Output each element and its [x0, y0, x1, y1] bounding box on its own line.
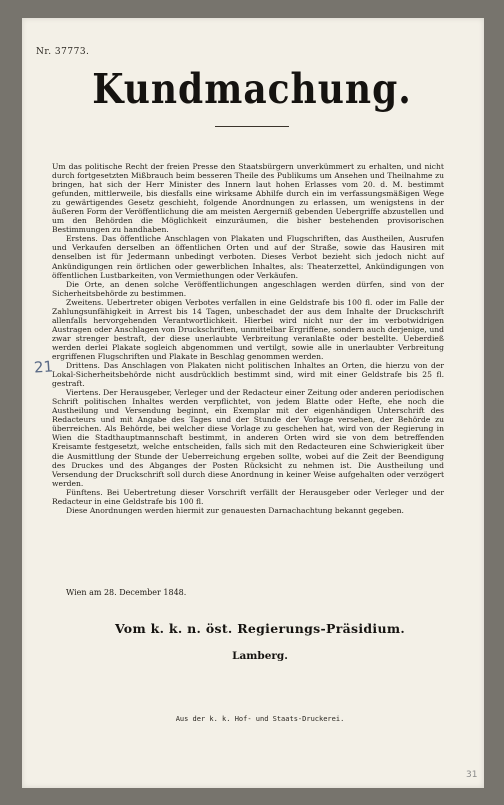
document-title: Kundmachung.: [92, 64, 412, 114]
handwritten-margin-number: 21: [33, 357, 54, 377]
paragraph-fifth: Fünftens. Bei Uebertretung dieser Vorschrift verfällt der Herausgeber oder Verleger und der Redacteur in eine Geldstrafe bis 100 fl.: [52, 487, 444, 506]
paragraph-second: Zweitens. Uebertreter obigen Verbotes verfallen in eine Geldstrafe bis 100 fl. oder im Falle der Zahlungsunfähigkeit in Arrest bis 14 Tagen, unbeschadet der aus dem Inhalte der Druckschrift allenfalls hervorgehenden Verantwortlichkeit. Hierbei wird nicht nur der im verbotwidrigen Austragen oder Anschlagen von Druckschriften, unmittelbar Ergriffene, sondern auch derjenige, und zwar strenger bestraft, der diese unerlaubte Verbreitung veranlaßte oder bestellte. Ueberdieß werden derlei Plakate sogleich abgenommen und vertilgt, sowie alle in unerlaubter Verbreitung ergriffenen Flugschriften und Plakate in Beschlag genommen werden.: [52, 297, 444, 361]
paragraph-third: Drittens. Das Anschlagen von Plakaten nicht politischen Inhaltes an Orten, die hierzu von der Lokal-Sicherheitsbehörde nicht ausdrücklich bestimmt sind, wird mit einer Geldstrafe bis 25 fl. gestraft.: [52, 361, 444, 389]
document-body: [52, 162, 444, 515]
handwritten-corner-number: 31: [466, 770, 478, 780]
paragraph-places: Die Orte, an denen solche Veröffentlichungen angeschlagen werden dürfen, sind von der Sicherheitsbehörde zu bestimmen.: [52, 279, 444, 298]
paragraph-closing: Diese Anordnungen werden hiermit zur genauesten Darnachachtung bekannt gegeben.: [66, 505, 404, 515]
paragraph-fourth: Viertens. Der Herausgeber, Verleger und der Redacteur einer Zeitung oder anderen periodischen Schrift politischen Inhaltes werden verpflichtet, von jedem Blatte oder Hefte, ehe noch die Austheilung und Versendung beginnt, ein Exemplar mit der eigenhändigen Unterschrift des Redacteurs und mit Angabe des Tages und der Stunde der Vorlage versehen, der Behörde zu überreichen. Als Behörde, bei welcher diese Vorlage zu geschehen hat, wird von der Regierung in Wien die Stadthauptmannschaft bestimmt, in anderen Orten wird sie von dem betreffenden Kreisamte festgesetzt, welche entscheiden, falls sich mit den Redacteuren eine Schwierigkeit über die Ausmittlung der Stunde der Ueberreichung ergeben sollte, wobei auf die Zeit der Beendigung des Druckes und des Abganges der Posten Rücksicht zu nehmen ist. Die Austheilung und Versendung der Druckschrift soll durch diese Anordnung in keiner Weise aufgehalten oder verzögert werden.: [52, 388, 444, 488]
printer-imprint: Aus der k. k. Hof- und Staats-Druckerei.: [175, 715, 345, 723]
issuing-authority: Vom k. k. n. öst. Regierungs-Präsidium.: [114, 621, 406, 636]
place-date: Wien am 28. December 1848.: [66, 588, 187, 597]
signer-name: Lamberg.: [232, 650, 288, 662]
paragraph-preamble: Um das politische Recht der freien Presse den Staatsbürgern unverkümmert zu erhalten, und nicht durch fortgesetzten Mißbrauch beim besseren Theile des Publikums um Ansehen und Theilnahme zu bringen, hat sich der Herr Minister des Innern laut hohen Erlasses vom 20. d. M. bestimmt gefunden, mittlerweile, bis diesfalls eine wirksame Abhilfe durch ein im verfassungsmäßigen Wege zu gewärtigendes Gesetz geschieht, folgende Anordnungen zu erlassen, um wenigstens in der äußeren Form der Veröffentlichung die am meisten Aergerniß gebenden Uebergriffe abzustellen und um den Behörden die Möglichkeit einzuräumen, die bisher bestehenden provisorischen Bestimmungen zu handhaben.: [52, 162, 444, 235]
title-rule: [215, 126, 289, 127]
paragraph-first: Erstens. Das öffentliche Anschlagen von Plakaten und Flugschriften, das Austheilen, Ausrufen und Verkaufen derselben an öffentlichen Orten und auf der Straße, sowie das Hausiren mit denselben ist für Jedermann unbedingt verboten. Dieses Verbot bezieht sich jedoch nicht auf Ankündigungen rein örtlichen oder gewerblichen Inhaltes, als: Theaterzettel, Ankündigungen von öffentlichen Lustbarkeiten, von Vermiethungen oder Verkäufen.: [52, 234, 444, 280]
document-number: Nr. 37773.: [36, 47, 90, 57]
